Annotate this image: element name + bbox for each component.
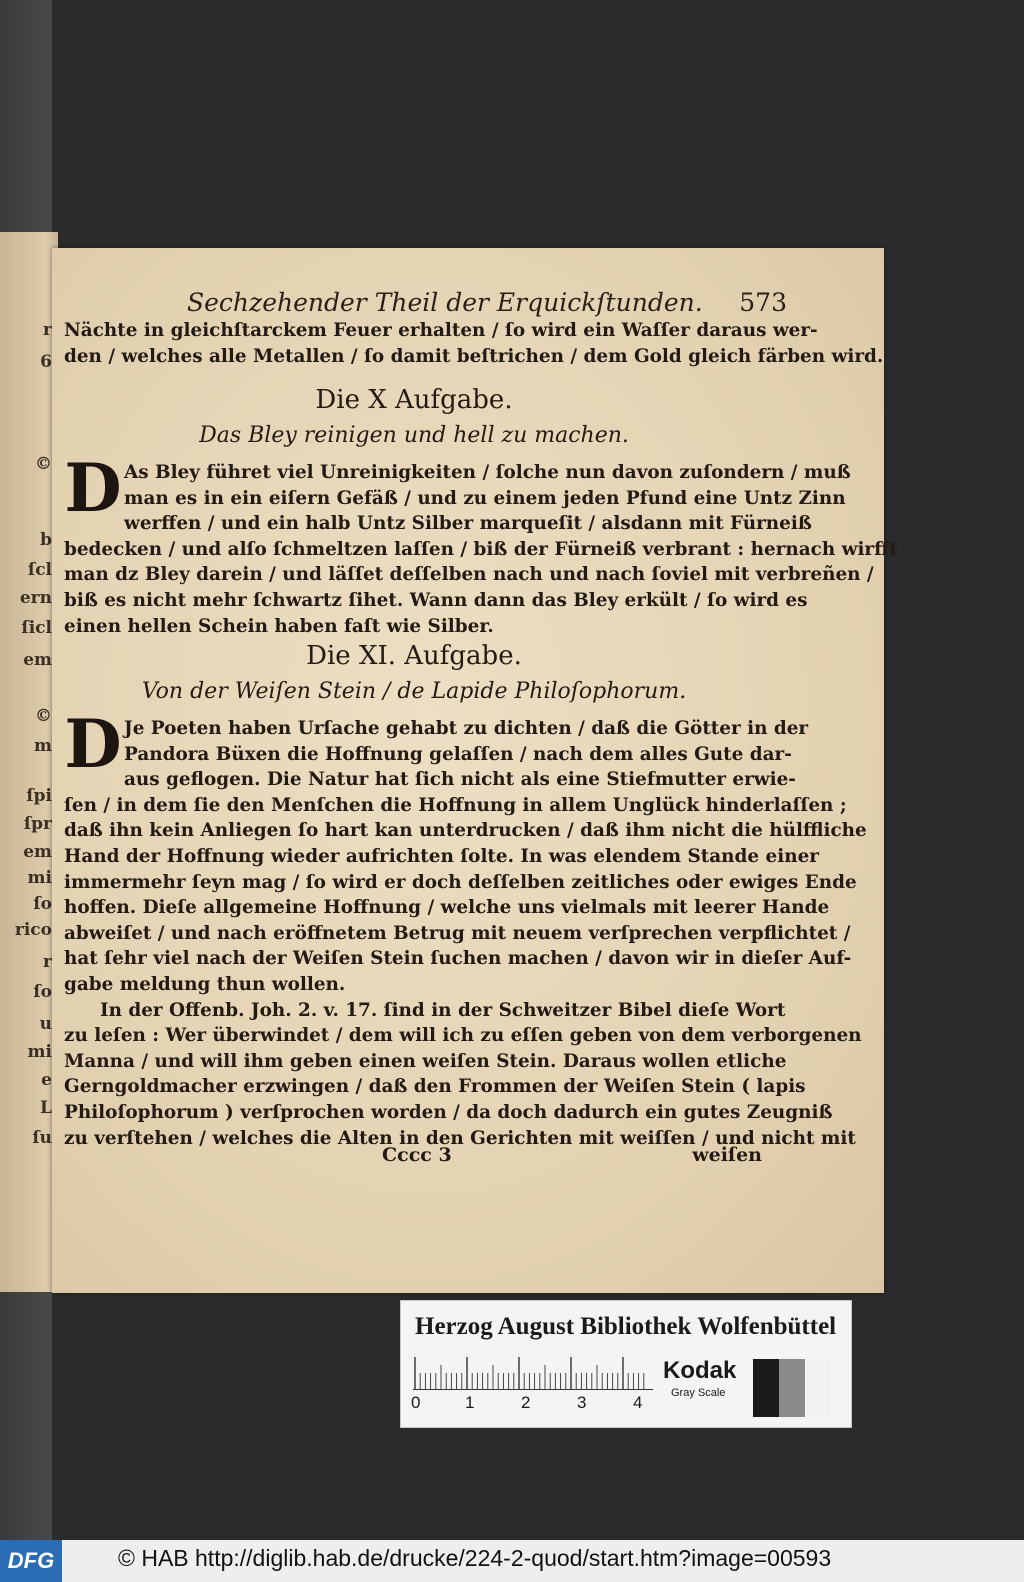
text-line: bedecken / und alſo ſchmeltzen laſſen / biß der Fürneiß verbrant : hernach wirfft	[64, 538, 898, 560]
text-line: man es in ein eiſern Gefäß / und zu einem jeden Pfund eine Untz Zinn	[124, 487, 846, 509]
text-line: Nächte in gleichſtarckem Feuer erhalten / ſo wird ein Waſſer daraus wer-	[64, 320, 818, 341]
text-line: Je Poeten haben Urſache gehabt zu dichten / daß die Götter in der	[124, 718, 809, 739]
text-line: man dz Bley darein / und läſſet deſſelben nach und nach ſoviel mit verbreñen /	[64, 564, 874, 586]
gray-scale-label: Gray Scale	[671, 1387, 726, 1399]
previous-page-fragment: e	[41, 1070, 52, 1090]
previous-page-fragment: ſpi	[26, 786, 52, 806]
section-heading: Die XI. Aufgabe.	[306, 641, 522, 671]
previous-page-fragment: ſo	[33, 982, 52, 1002]
previous-page-fragment: rico	[14, 920, 52, 940]
section-subheading: Von der Weiſen Stein / de Lapide Philoſophorum.	[141, 679, 687, 704]
dfg-logo[interactable]: DFG	[0, 1540, 62, 1582]
kodak-logo-text: Kodak	[663, 1357, 737, 1384]
drop-cap: D	[64, 449, 122, 527]
text-line: gabe meldung thun wollen.	[64, 973, 346, 995]
previous-page-fragment: ſu	[32, 1128, 52, 1148]
previous-page-fragment: ſcl	[27, 560, 52, 580]
section-x	[64, 382, 898, 639]
previous-page-fragment: m	[34, 736, 52, 756]
previous-page-fragment: u	[39, 1014, 52, 1034]
text-line: In der Offenb. Joh. 2. v. 17. ſind in der Schweitzer Bibel dieſe Wort	[100, 999, 786, 1021]
text-line: einen hellen Schein haben faſt wie Silber.	[64, 615, 494, 637]
running-head-title: Sechzehender Theil der Erquickſtunden.	[187, 288, 703, 317]
previous-page-fragment: mi	[27, 1042, 52, 1062]
previous-page-fragment: b	[40, 530, 52, 550]
previous-page-fragment: ſpr	[23, 814, 52, 834]
book-page	[52, 248, 898, 1293]
previous-page-fragment: ©	[35, 706, 52, 726]
text-line: werffen / und ein halb Untz Silber marqueſit / alsdann mit Fürneiß	[124, 513, 812, 535]
page-footer-line	[382, 1144, 762, 1166]
text-line: hoffen. Dieſe allgemeine Hoffnung / welche uns vielmals mit leerer Hande	[64, 897, 830, 919]
previous-page-fragment: em	[23, 650, 52, 670]
ruler-number: 2	[521, 1393, 531, 1412]
previous-page-fragment: ſicl	[21, 618, 52, 638]
color-calibration-card	[400, 1300, 852, 1428]
signature-mark: Cccc 3	[382, 1144, 452, 1166]
text-line: zu leſen : Wer überwindet / dem will ich zu eſſen geben von dem verborgenen	[64, 1025, 862, 1047]
page-number: 573	[739, 288, 787, 317]
paragraph	[64, 705, 867, 998]
previous-page-fragment: r	[43, 952, 52, 972]
previous-page-edge	[0, 232, 58, 1292]
gray-swatch-mid	[779, 1359, 805, 1417]
previous-page-fragment: em	[23, 842, 52, 862]
copyright-link[interactable]: © HAB http://diglib.hab.de/drucke/224-2-quod/start.htm?image=00593	[118, 1545, 832, 1571]
previous-page-fragment: ern	[19, 588, 52, 608]
text-line: zu verſtehen / welches die Alten in den Gerichten mit weiſſen / und nicht mit	[64, 1127, 856, 1149]
text-line: ſen / in dem ſie den Menſchen die Hoffnung in allem Unglück hinderlaſſen ;	[64, 794, 847, 816]
text-line: abweiſet / und nach eröffnetem Betrug mit neuem verſprechen verpflichtet /	[64, 922, 851, 944]
paragraph	[64, 998, 862, 1152]
text-line: immermehr ſeyn mag / ſo wird er doch deſſelben zeitliches oder ewiges Ende	[64, 871, 857, 893]
drop-cap: D	[64, 705, 122, 783]
previous-page-fragment: ©	[35, 454, 52, 474]
gray-swatch-white	[805, 1359, 831, 1417]
catchword: weiſen	[692, 1144, 762, 1166]
running-head	[187, 288, 787, 317]
previous-page-fragment: ſo	[33, 894, 52, 914]
viewer-footer	[0, 1540, 1024, 1582]
section-xi	[64, 638, 867, 1151]
text-line: Hand der Hoffnung wieder aufrichten ſolte. In was elendem Stande einer	[64, 845, 819, 867]
gray-swatch-black	[753, 1359, 779, 1417]
ruler	[413, 1353, 653, 1390]
text-line: Pandora Büxen die Hoffnung gelaſſen / nach dem alles Gute dar-	[124, 743, 792, 765]
previous-page-fragment: r	[43, 320, 52, 340]
previous-page-fragment: L	[40, 1098, 52, 1118]
continuation-text	[64, 318, 884, 369]
ruler-number: 3	[577, 1393, 587, 1412]
previous-page-fragment: 6	[40, 352, 52, 372]
ruler-number: 0	[411, 1393, 421, 1412]
previous-page-fragment: mi	[27, 868, 52, 888]
text-line: daß ihn kein Anliegen ſo hart kan unterdrucken / daß ihm nicht die hülffliche	[64, 820, 867, 842]
text-line: hat ſehr viel nach der Weiſen Stein ſuchen machen / davon wir in dieſer Auf-	[64, 948, 852, 970]
ruler-number: 1	[465, 1393, 475, 1412]
text-line: biß es nicht mehr ſchwartz ſihet. Wann dann das Bley erkült / ſo wird es	[64, 589, 808, 611]
section-subheading: Das Bley reinigen und hell zu machen.	[199, 423, 629, 448]
text-line: Philoſophorum ) verſprochen worden / da doch dadurch ein gutes Zeugniß	[64, 1101, 833, 1123]
ruler-number: 4	[633, 1393, 643, 1412]
text-line: Gerngoldmacher erzwingen / daß den Frommen der Weiſen Stein ( lapis	[64, 1076, 806, 1098]
text-line: As Bley führet viel Unreinigkeiten / ſolche nun davon zuſondern / muß	[124, 462, 851, 483]
library-name: Herzog August Bibliothek Wolfenbüttel	[415, 1313, 837, 1340]
text-line: Manna / und will ihm geben einen weiſen Stein. Daraus wollen etliche	[64, 1050, 787, 1072]
section-heading: Die X Aufgabe.	[315, 385, 513, 415]
text-line: aus geflogen. Die Natur hat ſich nicht als eine Stiefmutter erwie-	[124, 769, 796, 791]
text-line: den / welches alle Metallen / ſo damit beſtrichen / dem Gold gleich färben wird.	[64, 345, 884, 367]
paragraph	[64, 449, 898, 639]
